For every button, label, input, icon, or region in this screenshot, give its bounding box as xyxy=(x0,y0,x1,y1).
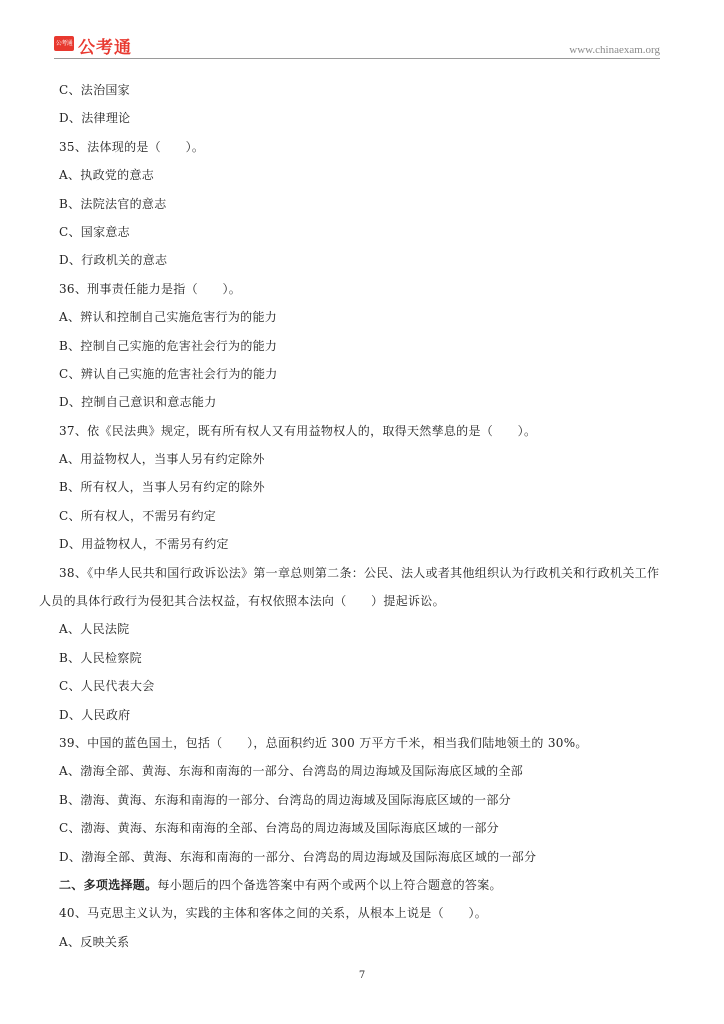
option-line: B、人民检察院 xyxy=(59,650,142,665)
option-line: C、人民代表大会 xyxy=(59,679,155,694)
option-line: D、行政机关的意志 xyxy=(59,253,168,268)
option-line: A、渤海全部、黄海、东海和南海的一部分、台湾岛的周边海域及国际海底区域的全部 xyxy=(59,764,524,779)
page-header xyxy=(0,0,724,60)
option-line: C、法治国家 xyxy=(59,83,130,97)
question-37: 37、依《民法典》规定，既有所有权人又有用益物权人的，取得天然孳息的是（ ）。 xyxy=(59,423,537,438)
option-line: C、渤海、黄海、东海和南海的全部、台湾岛的周边海域及国际海底区域的一部分 xyxy=(59,821,499,836)
option-line: B、控制自己实施的危害社会行为的能力 xyxy=(59,338,278,353)
header-divider xyxy=(54,58,660,59)
option-line: B、所有权人，当事人另有约定的除外 xyxy=(59,480,265,495)
question-35: 35、法体现的是（ ）。 xyxy=(59,139,205,154)
option-line: A、用益物权人，当事人另有约定除外 xyxy=(59,452,265,467)
option-line: B、法院法官的意志 xyxy=(59,196,167,211)
section-heading xyxy=(59,871,671,899)
document-body xyxy=(39,76,671,956)
option-line: C、所有权人，不需另有约定 xyxy=(59,508,217,523)
option-line: B、渤海、黄海、东海和南海的一部分、台湾岛的周边海域及国际海底区域的一部分 xyxy=(59,792,511,807)
option-line: D、渤海全部、黄海、东海和南海的一部分、台湾岛的周边海域及国际海底区域的一部分 xyxy=(59,849,537,864)
option-line: C、辨认自己实施的危害社会行为的能力 xyxy=(59,366,278,381)
logo-badge: 公考通 xyxy=(54,36,74,51)
option-line: D、用益物权人，不需另有约定 xyxy=(59,537,229,552)
option-line: D、控制自己意识和意志能力 xyxy=(59,395,217,410)
section-instruction: 每小题后的四个备选答案中有两个或两个以上符合题意的答案。 xyxy=(157,877,502,892)
option-line: A、辨认和控制自己实施危害行为的能力 xyxy=(59,310,278,325)
section-title: 二、多项选择题。 xyxy=(59,877,158,892)
question-36: 36、刑事责任能力是指（ ）。 xyxy=(59,281,242,296)
question-40: 40、马克思主义认为，实践的主体和客体之间的关系，从根本上说是（ ）。 xyxy=(59,906,488,921)
option-line: D、法律理论 xyxy=(59,111,131,126)
option-line: A、人民法院 xyxy=(59,622,130,637)
option-line: C、国家意志 xyxy=(59,224,130,239)
question-38: 38、《中华人民共和国行政诉讼法》第一章总则第二条：公民、法人或者其他组织认为行政机关和行政机关工作人员的具体行政行为侵犯其合法权益，有权依照本法向（ ）提起诉讼。 xyxy=(39,565,660,609)
option-line: A、反映关系 xyxy=(59,934,130,949)
logo-name: 公考通 xyxy=(78,38,132,58)
question-39: 39、中国的蓝色国土，包括（ ），总面积约近 300 万平方千米，相当我们陆地领土的 30%。 xyxy=(59,736,588,751)
option-line: D、人民政府 xyxy=(59,707,131,722)
site-url[interactable]: www.chinaexam.org xyxy=(569,44,660,56)
page-number: 7 xyxy=(358,970,366,981)
option-line: A、执政党的意志 xyxy=(59,168,155,183)
